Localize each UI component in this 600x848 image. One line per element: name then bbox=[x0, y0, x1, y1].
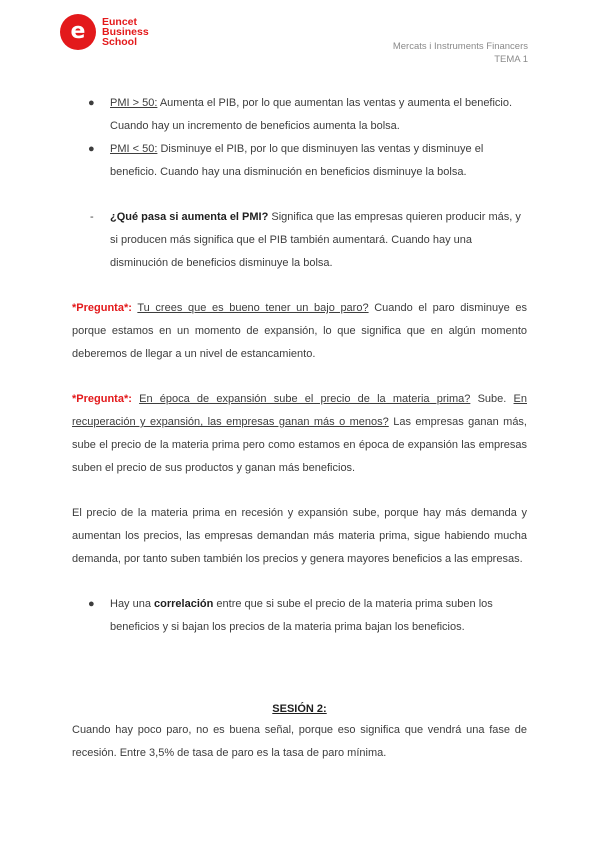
bullet-item-pmi-below-50 bbox=[72, 138, 527, 184]
document-meta bbox=[393, 40, 528, 66]
dash-item-pmi-question bbox=[72, 206, 527, 275]
session-paragraph: Cuando hay poco paro, no es buena señal, porque eso significa que vendrá una fase de recesión. Entre 3,5% de tasa de paro es la tasa de paro mínima. bbox=[72, 724, 527, 759]
question-tag: *Pregunta*: bbox=[72, 393, 132, 405]
bullet-icon: ● bbox=[88, 97, 95, 109]
question-text: Tu crees que es bueno tener un bajo paro? bbox=[137, 302, 369, 314]
euncet-logo-icon: e bbox=[60, 14, 96, 50]
course-name: Mercats i Instruments Financers bbox=[392, 41, 528, 52]
bullet-text: Disminuye el PIB, por lo que disminuyen las ventas y disminuye el beneficio. Cuando hay una disminución en beneficios disminuye la bolsa. bbox=[110, 143, 484, 178]
correlation-keyword: correlación bbox=[154, 598, 214, 610]
euncet-logo bbox=[60, 14, 149, 50]
question-materia-prima bbox=[72, 388, 527, 480]
document-body bbox=[72, 92, 527, 765]
section-title-sesion-2: SESIÓN 2: bbox=[272, 703, 327, 715]
bullet-item-correlacion bbox=[72, 593, 527, 639]
bullet-label: PMI < 50: bbox=[110, 143, 158, 155]
logo-line-2: Business bbox=[102, 26, 149, 38]
answer-text: Cuando el paro disminuye es porque estamos en un momento de expansión, lo que significa que en algún momento deberemos de llegar a un nivel de estancamiento. bbox=[72, 302, 528, 360]
answer-text-b: Las empresas ganan más, sube el precio de la materia prima pero como estamos en época de expansión las empresas suben el precio de sus productos y ganan más beneficios. bbox=[72, 416, 527, 474]
question-paro bbox=[72, 297, 527, 366]
correlation-prefix: Hay una bbox=[110, 598, 155, 610]
logo-wordmark bbox=[102, 17, 149, 47]
page-header bbox=[0, 0, 600, 80]
paragraph-materia-prima: El precio de la materia prima en recesión y expansión sube, porque hay más demanda y aumentan los precios, las empresas demandan más materia prima, sigue habiendo mucha demanda, por tanto suben también los precios y genera mayores beneficios a las empresas. bbox=[72, 507, 527, 565]
bullet-text: Aumenta el PIB, por lo que aumentan las ventas y aumenta el beneficio. Cuando hay un incremento de beneficios aumenta la bolsa. bbox=[110, 97, 513, 132]
bullet-icon: ● bbox=[88, 598, 95, 610]
dash-marker: - bbox=[90, 211, 94, 223]
question-tag: *Pregunta*: bbox=[72, 302, 132, 314]
dash-text: Significa que las empresas quieren producir más, y si producen más significa que el PIB también aumentará. Cuando hay una disminución de beneficios disminuye la bolsa. bbox=[110, 211, 521, 269]
bullet-item-pmi-above-50 bbox=[72, 92, 527, 138]
unit-name: TEMA 1 bbox=[494, 54, 528, 65]
bullet-icon: ● bbox=[88, 143, 95, 155]
dash-question: ¿Qué pasa si aumenta el PMI? bbox=[110, 211, 269, 223]
logo-line-3: School bbox=[102, 36, 138, 48]
question-text-b: En recuperación y expansión, las empresas ganan más o menos? bbox=[72, 393, 527, 428]
correlation-text: entre que si sube el precio de la materia prima suben los beneficios y si bajan los precios de la materia prima bajan los beneficios. bbox=[110, 598, 493, 633]
bullet-label: PMI > 50: bbox=[110, 97, 158, 109]
question-text-a: En época de expansión sube el precio de la materia prima? bbox=[139, 393, 471, 405]
answer-text-a: Sube. bbox=[470, 393, 514, 405]
logo-line-1: Euncet bbox=[102, 16, 138, 28]
